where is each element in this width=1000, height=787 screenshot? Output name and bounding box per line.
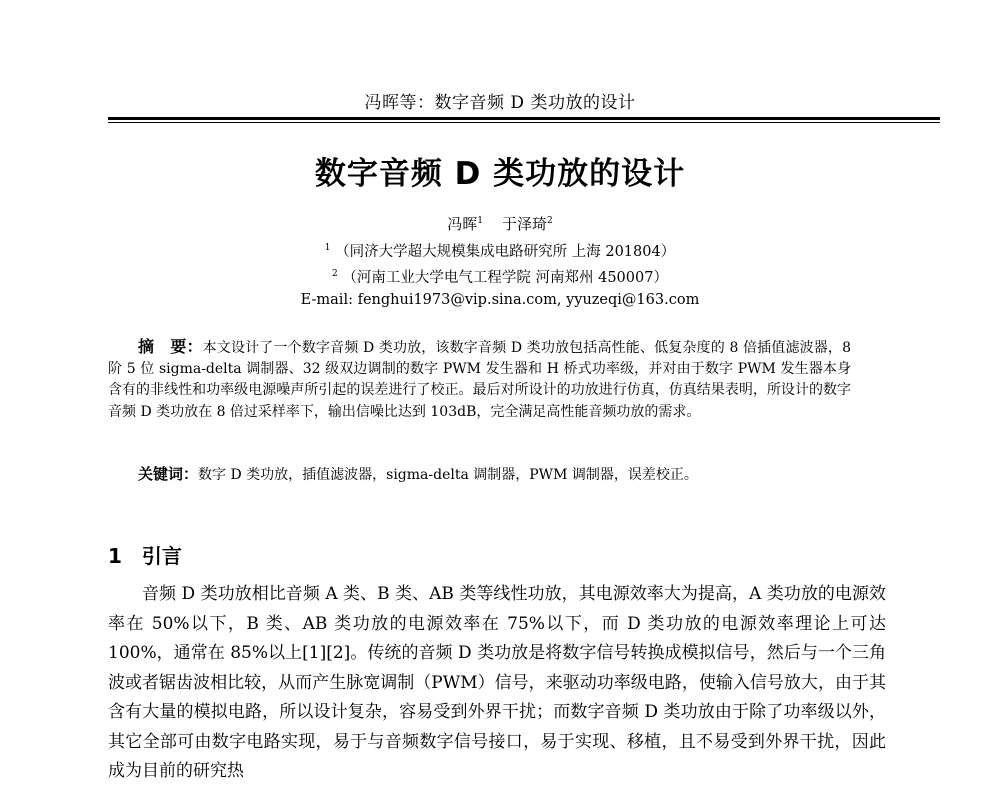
keywords-text: 数字 D 类功放，插值滤波器，sigma-delta 调制器，PWM 调制器，误差校正。 bbox=[198, 467, 698, 483]
author-name: 冯晖 bbox=[447, 215, 478, 233]
running-head: 冯晖等：数字音频 D 类功放的设计 bbox=[364, 93, 636, 113]
header-rule-thin bbox=[108, 122, 940, 123]
author-line bbox=[0, 213, 1000, 234]
keywords bbox=[138, 463, 698, 484]
affiliation-mark: 1 bbox=[324, 243, 331, 254]
section-title: 引言 bbox=[141, 544, 182, 568]
paper-title: 数字音频 D 类功放的设计 bbox=[314, 156, 686, 192]
body-paragraph: 音频 D 类功放相比音频 A 类、B 类、AB 类等线性功放，其电源效率大为提高，A 类功放的电源效率在 50%以下，B 类、AB 类功放的电源效率在 75%以下，而 D 类功放的电源效率理论上可达 100%，通常在 85%以上[1][2]。传统的音频 D 类功放是将数字信号转换成模拟信号，然后与一个三角波或者锯齿波相比较，从而产生脉宽调制（PWM）信号，来驱动功率级电路，使输入信号放大，由于其含有大量的模拟电路，所以设计复杂，容易受到外界干扰；而数字音频 D 类功放由于除了功率级以外，其它全部可由数字电路实现，易于与音频数字信号接口，易于实现、移植，且不易受到外界干扰，因此成为目前的研究热 bbox=[108, 584, 886, 781]
keywords-label: 关键词： bbox=[138, 465, 199, 483]
affiliation-mark: 2 bbox=[332, 269, 338, 280]
section-heading bbox=[108, 540, 182, 569]
author-affil-mark: 1 bbox=[477, 216, 483, 226]
affiliation-2 bbox=[0, 266, 1000, 287]
affiliation-1 bbox=[0, 240, 1000, 261]
header-rule-thick bbox=[108, 117, 940, 120]
section-number: 1 bbox=[108, 544, 122, 568]
author-name: 于泽琦 bbox=[502, 215, 548, 233]
abstract-label: 摘 要： bbox=[138, 337, 203, 356]
affiliation-text: （同济大学超大规模集成电路研究所 上海 201804） bbox=[335, 244, 676, 260]
abstract bbox=[108, 336, 851, 423]
author-affil-mark: 2 bbox=[547, 216, 553, 226]
affiliation-text: （河南工业大学电气工程学院 河南郑州 450007） bbox=[342, 270, 668, 286]
abstract-text: 本文设计了一个数字音频 D 类功放，该数字音频 D 类功放包括高性能、低复杂度的 8 倍插值滤波器，8 阶 5 位 sigma-delta 调制器、32 级双边调制的数字 PWM 发生器和 H 桥式功率级，并对由于数字 PWM 发生器本身含有的非线性和功率级电源噪声所引起的误差进行了校正。最后对所设计的功放进行仿真，仿真结果表明，所设计的数字音频 D 类功放在 8 倍过采样率下，输出信噪比达到 103dB，完全满足高性能音频功放的需求。 bbox=[108, 340, 851, 420]
author-email: E-mail: fenghui1973@vip.sina.com, yyuzeqi@163.com bbox=[300, 292, 700, 308]
